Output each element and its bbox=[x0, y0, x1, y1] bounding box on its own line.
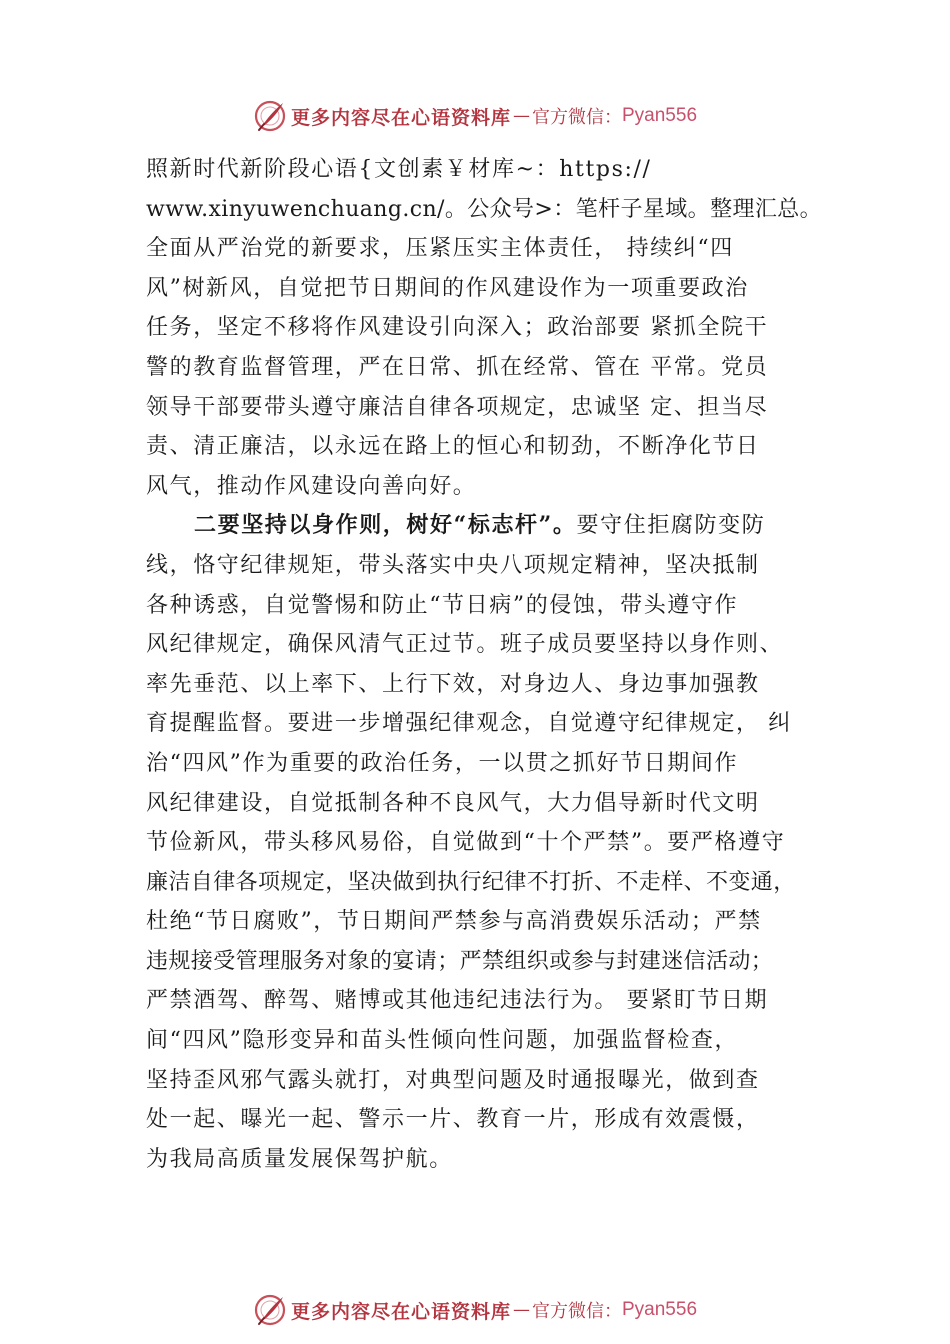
text-line: 间“四风”隐形变异和苗头性倾向性问题，加强监督检查， bbox=[146, 1028, 739, 1054]
banner-dash: — bbox=[513, 1300, 530, 1320]
text-line: 照新时代新阶段心语{文创素￥材库~：https:// bbox=[146, 157, 652, 182]
text-line: 育提醒监督。要进一步增强纪律观念，自觉遵守纪律规定， 纠 bbox=[146, 711, 792, 737]
quill-seal-logo-icon bbox=[253, 99, 287, 133]
banner-brand-text: 更多内容尽在心语资料库 bbox=[290, 1300, 511, 1323]
paragraph-heading: 二要坚持以身作则，树好“标志杆”。 bbox=[194, 512, 577, 539]
text-line: 任务，坚定不移将作风建设引向深入；政治部要 紧抓全院干 bbox=[146, 315, 769, 341]
text-line: 线，恪守纪律规矩，带头落实中央八项规定精神，坚决抵制 bbox=[146, 552, 760, 578]
banner-wechat-label: 官方微信： bbox=[532, 1301, 622, 1322]
text-line: 治“四风”作为重要的政治任务，一以贯之抓好节日期间作 bbox=[146, 750, 739, 776]
text-line: 坚持歪风邪气露头就打，对典型问题及时通报曝光，做到查 bbox=[146, 1067, 760, 1093]
text-line: 领导干部要带头遵守廉洁自律各项规定，忠诚坚 定、担当尽 bbox=[146, 394, 769, 420]
header-banner bbox=[0, 96, 950, 136]
footer-banner bbox=[0, 1290, 950, 1330]
text-line: 全面从严治党的新要求，压紧压实主体责任， 持续纠“四 bbox=[146, 236, 734, 262]
text-line: 警的教育监督管理，严在日常、抓在经常、管在 平常。党员 bbox=[146, 354, 769, 380]
paragraph-2 bbox=[146, 506, 846, 1179]
text-line: 风气，推动作风建设向善向好。 bbox=[146, 473, 477, 499]
banner-wechat-id: Pyan556 bbox=[622, 105, 698, 126]
text-line-first bbox=[146, 506, 846, 546]
quill-seal-logo-icon bbox=[253, 1293, 287, 1327]
text-line: 风纪律规定，确保风清气正过节。班子成员要坚持以身作则、 bbox=[146, 632, 784, 658]
text-line: 责、清正廉洁，以永远在路上的恒心和韧劲，不断净化节日 bbox=[146, 434, 760, 460]
document-body bbox=[146, 150, 846, 1179]
heading-continuation: 要守住拒腐防变防 bbox=[576, 513, 766, 539]
text-line: 严禁酒驾、醉驾、赌博或其他违纪违法行为。 要紧盯节日期 bbox=[146, 988, 769, 1014]
text-line: 违规接受管理服务对象的宴请；严禁组织或参与封建迷信活动； bbox=[146, 948, 774, 974]
banner-wechat-label: 官方微信： bbox=[532, 107, 622, 128]
text-line: 各种诱惑，自觉警惕和防止“节日病”的侵蚀，带头遵守作 bbox=[146, 592, 739, 618]
text-line: 为我局高质量发展保驾护航。 bbox=[146, 1146, 453, 1172]
text-line: 杜绝“节日腐败”，节日期间严禁参与高消费娱乐活动；严禁 bbox=[146, 909, 762, 935]
text-line: 风纪律建设，自觉抵制各种不良风气，大力倡导新时代文明 bbox=[146, 790, 760, 816]
text-line: 率先垂范、以上率下、上行下效，对身边人、身边事加强教 bbox=[146, 671, 760, 697]
banner-wechat-id: Pyan556 bbox=[622, 1299, 698, 1320]
paragraph-1 bbox=[146, 150, 846, 506]
text-line: 处一起、曝光一起、警示一片、教育一片，形成有效震慑， bbox=[146, 1107, 760, 1133]
banner-dash: — bbox=[513, 106, 530, 126]
text-line: 节俭新风，带头移风易俗，自觉做到“十个严禁”。要严格遵守 bbox=[146, 830, 786, 856]
text-line: www.xinyuwenchuang.cn/。公众号>：笔杆子星域。整理汇总。 bbox=[146, 196, 823, 222]
text-line: 廉洁自律各项规定，坚决做到执行纪律不打折、不走样、不变通， bbox=[146, 869, 796, 895]
banner-brand-text: 更多内容尽在心语资料库 bbox=[290, 106, 511, 129]
text-line: 风”树新风，自觉把节日期间的作风建设作为一项重要政治 bbox=[146, 275, 749, 301]
